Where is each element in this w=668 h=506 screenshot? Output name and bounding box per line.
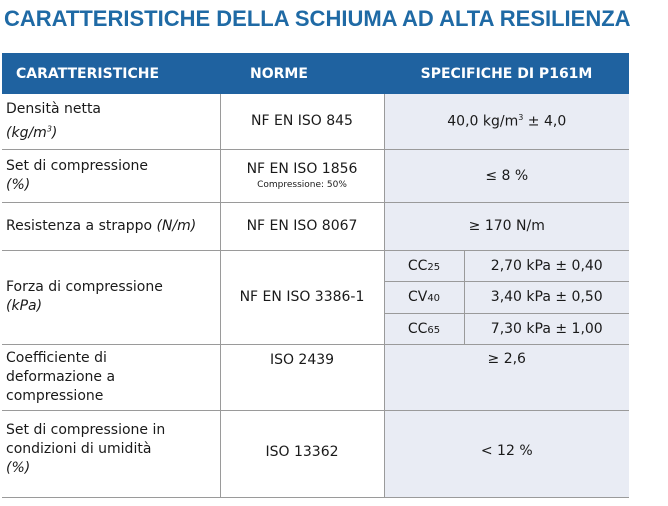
page-title: CARATTERISTICHE DELLA SCHIUMA AD ALTA RESILIENZA bbox=[4, 6, 631, 31]
compression-set-norm-cell bbox=[220, 149, 384, 202]
compression-set-label-cell bbox=[2, 149, 220, 202]
tear-norm: NF EN ISO 8067 bbox=[220, 202, 384, 250]
table-row-deformation bbox=[2, 344, 629, 410]
deformation-label-line2: deformazione a bbox=[6, 368, 116, 385]
compression-set-unit: (%) bbox=[6, 176, 31, 193]
deformation-label-line1: Coefficiente di bbox=[6, 349, 107, 366]
humid-set-spec: < 12 % bbox=[384, 410, 629, 497]
density-spec: 40,0 $kg/m^3 \pm 4,0$ bbox=[384, 94, 629, 149]
compression-force-unit: (kPa) bbox=[6, 298, 43, 314]
tear-label: Resistenza a strappo bbox=[6, 217, 157, 234]
compression-value-cv40: 3,40 kPa ± 0,50 bbox=[464, 281, 629, 313]
header-characteristics: CARATTERISTICHE bbox=[2, 53, 220, 94]
humid-set-label-cell bbox=[2, 410, 220, 497]
compression-set-label: Set di compressione bbox=[6, 157, 149, 174]
compression-set-norm: NF EN ISO 1856 bbox=[246, 160, 358, 177]
density-label-cell bbox=[2, 94, 220, 149]
table-row-density bbox=[2, 94, 629, 149]
specs-table bbox=[2, 53, 629, 498]
humid-set-unit: (%) bbox=[6, 459, 31, 476]
humid-set-norm: ISO 13362 bbox=[220, 410, 384, 497]
compression-set-norm-note: Compressione: 50% bbox=[257, 179, 347, 190]
tear-label-cell bbox=[2, 202, 220, 250]
table-header-row bbox=[2, 53, 629, 94]
table-row-compression-set bbox=[2, 149, 629, 202]
table-row-tear bbox=[2, 202, 629, 250]
tear-unit: (N/m) bbox=[156, 217, 197, 234]
density-unit: $(kg/m^3)$ bbox=[6, 123, 58, 141]
table-row-compression-force bbox=[2, 250, 629, 281]
header-norms: NORME bbox=[220, 53, 384, 94]
tear-spec: ≥ 170 N/m bbox=[384, 202, 629, 250]
table-row-humid-set bbox=[2, 410, 629, 497]
deformation-norm: ISO 2439 bbox=[220, 344, 384, 410]
compression-force-label-cell bbox=[2, 250, 220, 344]
compression-force-norm: NF EN ISO 3386-1 bbox=[220, 250, 384, 344]
density-label: Densità netta bbox=[6, 100, 102, 117]
compression-code-cc65: CC65 bbox=[384, 313, 464, 344]
humid-set-label-line1: Set di compressione in bbox=[6, 421, 166, 438]
compression-value-cc25: 2,70 kPa ± 0,40 bbox=[464, 250, 629, 281]
density-norm: NF EN ISO 845 bbox=[220, 94, 384, 149]
deformation-label-line3: compressione bbox=[6, 387, 104, 404]
header-specs: SPECIFICHE DI P161M bbox=[384, 53, 629, 94]
compression-force-label: Forza di compressione bbox=[6, 279, 163, 295]
compression-set-spec: ≤ 8 % bbox=[384, 149, 629, 202]
deformation-spec: ≥ 2,6 bbox=[384, 344, 629, 410]
compression-code-cv40: CV40 bbox=[384, 281, 464, 313]
humid-set-label-line2: condizioni di umidità bbox=[6, 440, 152, 457]
compression-value-cc65: 7,30 kPa ± 1,00 bbox=[464, 313, 629, 344]
deformation-label-cell bbox=[2, 344, 220, 410]
compression-code-cc25: CC25 bbox=[384, 250, 464, 281]
